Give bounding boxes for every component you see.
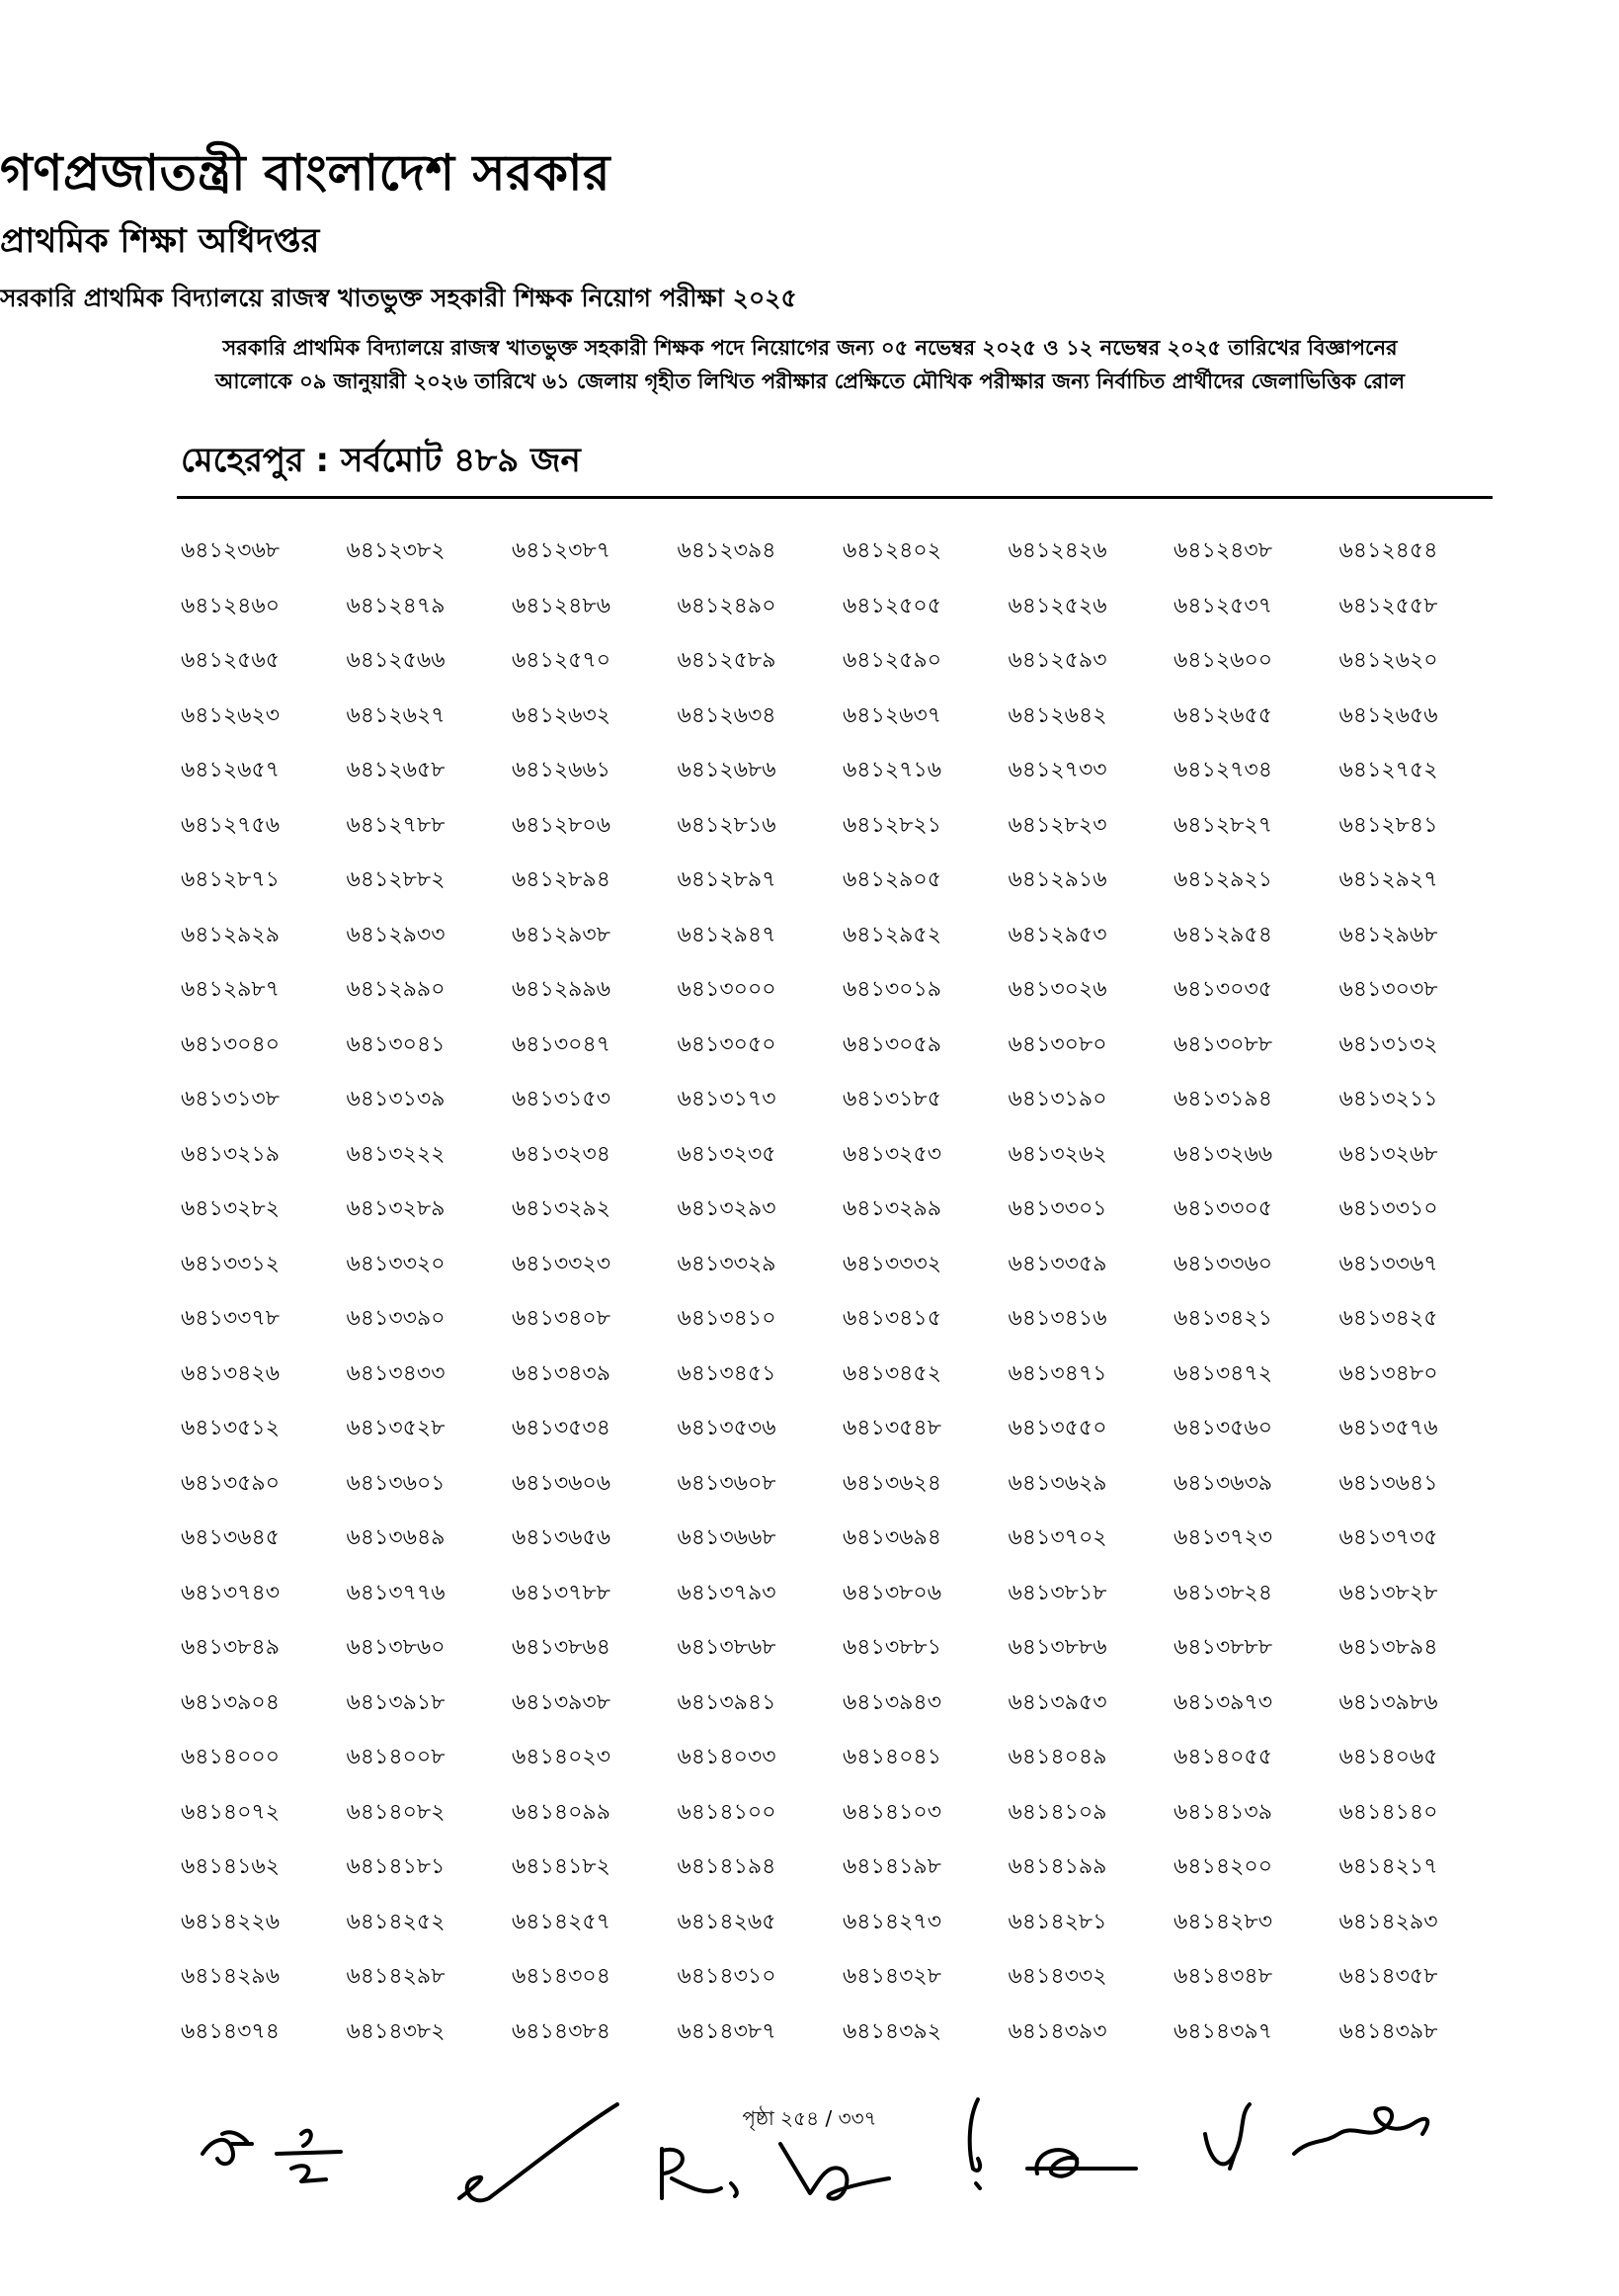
roll-number: ৬৪১৩০৫৯ <box>843 1031 942 1057</box>
roll-number: ৬৪১৪০৯৯ <box>512 1799 610 1825</box>
roll-number: ৬৪১২৫৫৮ <box>1338 593 1438 618</box>
roll-number: ৬৪১২৯৩৩ <box>346 922 445 947</box>
divider <box>177 496 1493 499</box>
roll-number: ৬৪১৩৮১৮ <box>1008 1580 1107 1605</box>
roll-number: ৬৪১৩৪১০ <box>677 1306 776 1331</box>
roll-number: ৬৪১২৮৪১ <box>1338 812 1438 838</box>
roll-number: ৬৪১৪০০০ <box>181 1745 281 1769</box>
roll-number: ৬৪১৩১৫৩ <box>512 1087 611 1111</box>
roll-number: ৬৪১২৮৯৪ <box>512 867 610 892</box>
roll-number: ৬৪১৪৩৯২ <box>843 2018 942 2044</box>
roll-number: ৬৪১৩৬০৬ <box>512 1470 611 1496</box>
roll-number: ৬৪১৩১৯০ <box>1008 1087 1107 1111</box>
roll-number: ৬৪১৩৪৫২ <box>843 1360 942 1386</box>
roll-number: ৬৪১২৩৬৮ <box>181 538 281 563</box>
roll-number: ৬৪১৩২৯৯ <box>843 1196 942 1221</box>
roll-number: ৬৪১৪২৮৩ <box>1174 1909 1273 1934</box>
roll-number: ৬৪১৪২৫৭ <box>512 1909 611 1934</box>
notice-line-1: সরকারি প্রাথমিক বিদ্যালয়ে রাজস্ব খাতভুক্ত সহকারী শিক্ষক পদে নিয়োগের জন্য ০৫ নভেম্বর ২০২৫ ও ১২ নভেম্বর ২০২৫ তারিখের বিজ্ঞাপনের <box>222 336 1398 360</box>
roll-number: ৬৪১৪০৫৫ <box>1174 1745 1272 1769</box>
roll-number: ৬৪১৩৩২৩ <box>512 1251 611 1276</box>
roll-number: ৬৪১৩৩৯০ <box>346 1306 445 1331</box>
roll-number: ৬৪১৩৬৫৬ <box>512 1525 611 1550</box>
roll-number: ৬৪১৩৯৪১ <box>677 1689 776 1715</box>
roll-number: ৬৪১৪১৯৮ <box>843 1854 941 1879</box>
roll-number: ৬৪১৩০৪০ <box>181 1031 281 1057</box>
roll-number: ৬৪১৪৩০৪ <box>512 1964 611 1989</box>
signature-3 <box>652 2139 761 2213</box>
roll-number: ৬৪১২৫৭০ <box>512 648 611 673</box>
roll-number: ৬৪১৪৩৪৮ <box>1174 1964 1272 1989</box>
roll-number: ৬৪১৩৬২৪ <box>843 1470 942 1496</box>
roll-number: ৬৪১৩০১৯ <box>843 977 942 1002</box>
roll-number: ৬৪১৩২২২ <box>346 1141 445 1167</box>
roll-number: ৬৪১২৮৭১ <box>181 867 281 892</box>
roll-number: ৬৪১৩৯৭৩ <box>1174 1689 1273 1715</box>
roll-number: ৬৪১৪২৮১ <box>1008 1909 1107 1934</box>
roll-number: ৬৪১৩৮২৮ <box>1338 1580 1438 1605</box>
roll-number: ৬৪১৩২৩৫ <box>677 1141 776 1167</box>
roll-number: ৬৪১২৫৯০ <box>843 648 942 673</box>
roll-number: ৬৪১৪১০৯ <box>1008 1799 1107 1825</box>
roll-number: ৬৪১৩৫৫০ <box>1008 1416 1107 1440</box>
roll-number: ৬৪১৩৫২৮ <box>346 1416 445 1440</box>
roll-number: ৬৪১২৭৫৬ <box>181 812 281 838</box>
roll-number: ৬৪১৩৯৫৩ <box>1008 1689 1107 1715</box>
roll-number: ৬৪১৩৩২৯ <box>677 1251 776 1276</box>
roll-number: ৬৪১২৬২৭ <box>346 702 445 728</box>
roll-number: ৬৪১২৯৬৮ <box>1338 922 1438 947</box>
roll-number: ৬৪১৩২৬৬ <box>1174 1141 1273 1167</box>
roll-number: ৬৪১৪০২৩ <box>512 1745 611 1769</box>
roll-number: ৬৪১৩১৩৮ <box>181 1087 281 1111</box>
roll-number: ৬৪১৩৬০৮ <box>677 1470 776 1496</box>
roll-number: ৬৪১৩৫৭৬ <box>1338 1416 1438 1440</box>
roll-number: ৬৪১৩৫৬০ <box>1174 1416 1273 1440</box>
roll-number: ৬৪১৩৫৩৬ <box>677 1416 776 1440</box>
roll-number: ৬৪১৩৮৪৯ <box>181 1635 280 1660</box>
roll-number: ৬৪১২৬৮৬ <box>677 758 776 782</box>
signature-5 <box>948 2090 1008 2198</box>
roll-number: ৬৪১৩৫৯০ <box>181 1470 281 1496</box>
page-number: পৃষ্ঠা ২৫৪ / ৩৩৭ <box>742 2106 877 2130</box>
roll-number: ৬৪১৩৩১০ <box>1338 1196 1438 1221</box>
roll-number: ৬৪১৩০৪৭ <box>512 1031 611 1057</box>
roll-number: ৬৪১৩৩৭৮ <box>181 1306 281 1331</box>
roll-number: ৬৪১৪০৩৩ <box>677 1745 776 1769</box>
roll-number: ৬৪১২৩৮৭ <box>512 538 611 563</box>
roll-number: ৬৪১২৭৩৩ <box>1008 758 1107 782</box>
roll-number: ৬৪১২৯৫২ <box>843 922 942 947</box>
roll-number: ৬৪১২৬৫৫ <box>1174 702 1273 728</box>
signature-1 <box>193 2114 390 2193</box>
roll-number: ৬৪১৩০৮৮ <box>1174 1031 1273 1057</box>
roll-number: ৬৪১৩৪৩৩ <box>346 1360 445 1386</box>
roll-number: ৬৪১৩৪৩৯ <box>512 1360 611 1386</box>
roll-number: ৬৪১২৯৩৮ <box>512 922 611 947</box>
roll-number: ৬৪১৩৪৫১ <box>677 1360 776 1386</box>
roll-number: ৬৪১২৮৯৭ <box>677 867 776 892</box>
exam-title: সরকারি প্রাথমিক বিদ্যালয়ে রাজস্ব খাতভুক্ত সহকারী শিক্ষক নিয়োগ পরীক্ষা ২০২৫ <box>0 284 797 312</box>
roll-number: ৬৪১৩৭৪৩ <box>181 1580 281 1605</box>
roll-number: ৬৪১২৪৬০ <box>181 593 281 618</box>
roll-number: ৬৪১৪০০৮ <box>346 1745 445 1769</box>
roll-number: ৬৪১৪৩৯৮ <box>1338 2018 1438 2044</box>
roll-number: ৬৪১২৯২৭ <box>1338 867 1438 892</box>
roll-number: ৬৪১৩৩১২ <box>181 1251 281 1276</box>
roll-number: ৬৪১২৪৫৪ <box>1338 538 1438 563</box>
department-title: প্রাথমিক শিক্ষা অধিদপ্তর <box>0 221 320 261</box>
roll-number: ৬৪১২৪৭৯ <box>346 593 445 618</box>
roll-number: ৬৪১৪৩৯৭ <box>1174 2018 1273 2044</box>
roll-number: ৬৪১৩৮০৬ <box>843 1580 942 1605</box>
signature-2 <box>449 2090 647 2218</box>
roll-number: ৬৪১২৬৫৬ <box>1338 702 1438 728</box>
roll-number: ৬৪১৩২১৯ <box>181 1141 281 1167</box>
roll-number: ৬৪১৩৯৩৮ <box>512 1689 611 1715</box>
roll-number: ৬৪১৩৬৬৮ <box>677 1525 776 1550</box>
roll-number: ৬৪১৩৪১৬ <box>1008 1306 1107 1331</box>
roll-number: ৬৪১৩৬৪১ <box>1338 1470 1438 1496</box>
roll-number: ৬৪১৪৩৮৪ <box>512 2018 610 2044</box>
roll-number: ৬৪১৩৪২১ <box>1174 1306 1273 1331</box>
roll-number: ৬৪১৩৭০২ <box>1008 1525 1107 1550</box>
roll-number: ৬৪১৪১০৩ <box>843 1799 942 1825</box>
roll-number: ৬৪১৩৮৬৪ <box>512 1635 611 1660</box>
roll-number: ৬৪১২৩৮২ <box>346 538 445 563</box>
roll-number: ৬৪১২৩৯৪ <box>677 538 776 563</box>
roll-number: ৬৪১৪২৯৩ <box>1338 1909 1438 1934</box>
roll-number: ৬৪১২৬২৩ <box>181 702 281 728</box>
roll-number: ৬৪১২৯০৫ <box>843 867 942 892</box>
roll-number: ৬৪১৩৩০১ <box>1008 1196 1107 1221</box>
roll-number: ৬৪১৩১৭৩ <box>677 1087 776 1111</box>
roll-number: ৬৪১২৫৩৭ <box>1174 593 1273 618</box>
roll-number: ৬৪১৪১৯৯ <box>1008 1854 1107 1879</box>
roll-number: ৬৪১২৮১৬ <box>677 812 776 838</box>
roll-number: ৬৪১৩৩২০ <box>346 1251 445 1276</box>
roll-number: ৬৪১৩০৮০ <box>1008 1031 1107 1057</box>
roll-number: ৬৪১৪১৮২ <box>512 1854 610 1879</box>
roll-number: ৬৪১৩৬০১ <box>346 1470 445 1496</box>
roll-number: ৬৪১৪২২৬ <box>181 1909 281 1934</box>
signature-7 <box>1195 2094 1264 2183</box>
roll-number: ৬৪১৩৫৪৮ <box>843 1416 941 1440</box>
roll-number: ৬৪১২৫০৫ <box>843 593 942 618</box>
roll-number: ৬৪১৪১৩৯ <box>1174 1799 1272 1825</box>
roll-number: ৬৪১৪৩৮২ <box>346 2018 445 2044</box>
roll-number: ৬৪১৩২৯৩ <box>677 1196 776 1221</box>
roll-number: ৬৪১৪১৪০ <box>1338 1799 1438 1825</box>
roll-number: ৬৪১২৫৬৬ <box>346 648 445 673</box>
roll-number: ৬৪১৪০৪১ <box>843 1745 941 1769</box>
roll-number: ৬৪১৩৮৮১ <box>843 1635 941 1660</box>
roll-number: ৬৪১৪১৮১ <box>346 1854 445 1879</box>
roll-number: ৬৪১৩৮৬৮ <box>677 1635 776 1660</box>
roll-number: ৬৪১৪৩৩২ <box>1008 1964 1107 1989</box>
roll-number: ৬৪১২৬৪২ <box>1008 702 1107 728</box>
roll-number: ৬৪১৩৭৭৬ <box>346 1580 445 1605</box>
roll-number: ৬৪১৪০৬৫ <box>1338 1745 1438 1769</box>
roll-number: ৬৪১২৫৮৯ <box>677 648 776 673</box>
roll-number: ৬৪১৪২৬৫ <box>677 1909 776 1934</box>
roll-number: ৬৪১২৭১৬ <box>843 758 942 782</box>
roll-number: ৬৪১৩৮২৪ <box>1174 1580 1273 1605</box>
roll-number: ৬৪১৩২৬২ <box>1008 1141 1107 1167</box>
roll-number: ৬৪১২৯৫৪ <box>1174 922 1272 947</box>
roll-number: ৬৪১৪০৪৯ <box>1008 1745 1107 1769</box>
roll-number: ৬৪১৩২৯২ <box>512 1196 611 1221</box>
roll-number: ৬৪১২৬২০ <box>1338 648 1438 673</box>
roll-number: ৬৪১৩৪২৬ <box>181 1360 281 1386</box>
roll-number: ৬৪১৪৩২৮ <box>843 1964 942 1989</box>
roll-number: ৬৪১৩৯৮৬ <box>1338 1689 1438 1715</box>
roll-number: ৬৪১৩৬৪৯ <box>346 1525 445 1550</box>
signature-8 <box>1284 2094 1442 2173</box>
roll-number: ৬৪১৩৩৬০ <box>1174 1251 1273 1276</box>
roll-number: ৬৪১২৯৯৬ <box>512 977 611 1002</box>
roll-number: ৬৪১২৮৮২ <box>346 867 445 892</box>
roll-number: ৬৪১২৮২৩ <box>1008 812 1107 838</box>
roll-number: ৬৪১৩৮৯৪ <box>1338 1635 1438 1660</box>
roll-number: ৬৪১২৬০০ <box>1174 648 1273 673</box>
roll-number: ৬৪১৪৩১০ <box>677 1964 776 1989</box>
roll-number: ৬৪১৪০৭২ <box>181 1799 281 1825</box>
roll-number: ৬৪১২৯৫৩ <box>1008 922 1107 947</box>
roll-number-grid <box>181 530 1504 2065</box>
roll-number: ৬৪১২৮২১ <box>843 812 942 838</box>
roll-number: ৬৪১৩৬৯৪ <box>843 1525 942 1550</box>
government-title: গণপ্রজাতন্ত্রী বাংলাদেশ সরকার <box>0 144 610 202</box>
roll-number: ৬৪১৪২৭৩ <box>843 1909 942 1934</box>
roll-number: ৬৪১২৯২১ <box>1174 867 1273 892</box>
signature-6 <box>1017 2124 1146 2193</box>
roll-number: ৬৪১২৭৮৮ <box>346 812 445 838</box>
roll-number: ৬৪১২৬৩৪ <box>677 702 776 728</box>
roll-number: ৬৪১২৬৫৭ <box>181 758 281 782</box>
roll-number: ৬৪১২৬৩৭ <box>843 702 942 728</box>
roll-number: ৬৪১৪১৯৪ <box>677 1854 776 1879</box>
signature-4 <box>770 2124 899 2213</box>
roll-number: ৬৪১৪১০০ <box>677 1799 776 1825</box>
roll-number: ৬৪১২৪৮৬ <box>512 593 611 618</box>
roll-number: ৬৪১৩৫৩৪ <box>512 1416 611 1440</box>
roll-number: ৬৪১৩৪২৫ <box>1338 1306 1438 1331</box>
roll-number: ৬৪১৩৭৮৮ <box>512 1580 611 1605</box>
roll-number: ৬৪১২৬৫৮ <box>346 758 445 782</box>
roll-number: ৬৪১৩৯০৪ <box>181 1689 281 1715</box>
roll-number: ৬৪১৩২৩৪ <box>512 1141 611 1167</box>
roll-number: ৬৪১২৬৩২ <box>512 702 611 728</box>
roll-number: ৬৪১৩০৩৮ <box>1338 977 1438 1002</box>
roll-number: ৬৪১৪২১৭ <box>1338 1854 1438 1879</box>
roll-number: ৬৪১৩৪৭২ <box>1174 1360 1273 1386</box>
roll-number: ৬৪১৩৩৫৯ <box>1008 1251 1107 1276</box>
roll-number: ৬৪১৩২৫৩ <box>843 1141 942 1167</box>
roll-number: ৬৪১৩৪১৫ <box>843 1306 941 1331</box>
roll-number: ৬৪১৩২৮৯ <box>346 1196 445 1221</box>
roll-number: ৬৪১২৫৯৩ <box>1008 648 1107 673</box>
roll-number: ৬৪১৪১৬২ <box>181 1854 281 1879</box>
roll-number: ৬৪১২৪২৬ <box>1008 538 1107 563</box>
roll-number: ৬৪১২৫৬৫ <box>181 648 281 673</box>
district-heading: মেহেরপুর : সর্বমোট ৪৮৯ জন <box>181 441 581 480</box>
roll-number: ৬৪১৩৩৬৭ <box>1338 1251 1438 1276</box>
roll-number: ৬৪১৩৭৩৫ <box>1338 1525 1438 1550</box>
roll-number: ৬৪১৩৪০৮ <box>512 1306 611 1331</box>
roll-number: ৬৪১২৪৯০ <box>677 593 776 618</box>
roll-number: ৬৪১২৪০২ <box>843 538 942 563</box>
roll-number: ৬৪১৩৬৩৯ <box>1174 1470 1273 1496</box>
roll-number: ৬৪১৪৩৯৩ <box>1008 2018 1107 2044</box>
roll-number: ৬৪১৩০২৬ <box>1008 977 1107 1002</box>
roll-number: ৬৪১৩০৩৫ <box>1174 977 1273 1002</box>
roll-number: ৬৪১৪৩৮৭ <box>677 2018 776 2044</box>
roll-number: ৬৪১৩৮৮৬ <box>1008 1635 1107 1660</box>
roll-number: ৬৪১৪০৮২ <box>346 1799 445 1825</box>
roll-number: ৬৪১২৪৩৮ <box>1174 538 1273 563</box>
roll-number: ৬৪১৩০৪১ <box>346 1031 445 1057</box>
roll-number: ৬৪১২৭৫২ <box>1338 758 1438 782</box>
roll-number: ৬৪১৩৫১২ <box>181 1416 281 1440</box>
roll-number: ৬৪১৩২১১ <box>1338 1087 1438 1111</box>
roll-number: ৬৪১৪২০০ <box>1174 1854 1273 1879</box>
roll-number: ৬৪১২৯১৬ <box>1008 867 1107 892</box>
roll-number: ৬৪১৩৩৩২ <box>843 1251 942 1276</box>
roll-number: ৬৪১৩১৯৪ <box>1174 1087 1272 1111</box>
roll-number: ৬৪১৩২৮২ <box>181 1196 281 1221</box>
roll-number: ৬৪১৪৩৭৪ <box>181 2018 281 2044</box>
notice-line-2: আলোকে ০৯ জানুয়ারী ২০২৬ তারিখে ৬১ জেলায় গৃহীত লিখিত পরীক্ষার প্রেক্ষিতে মৌখিক পরীক্ষার জন্য নির্বাচিত প্রার্থীদের জেলাভিত্তিক রোল <box>214 369 1405 393</box>
roll-number: ৬৪১৩৮৮৮ <box>1174 1635 1272 1660</box>
roll-number: ৬৪১২৭৩৪ <box>1174 758 1273 782</box>
roll-number: ৬৪১৪২৫২ <box>346 1909 445 1934</box>
roll-number: ৬৪১৪২৯৮ <box>346 1964 445 1989</box>
roll-number: ৬৪১৩৬৪৫ <box>181 1525 281 1550</box>
roll-number: ৬৪১২৯৪৭ <box>677 922 776 947</box>
roll-number: ৬৪১৩৮৬০ <box>346 1635 445 1660</box>
roll-number: ৬৪১৩৭২৩ <box>1174 1525 1273 1550</box>
roll-number: ৬৪১৩০৫০ <box>677 1031 776 1057</box>
roll-number: ৬৪১৩৪৭১ <box>1008 1360 1107 1386</box>
roll-number: ৬৪১৩৭৯৩ <box>677 1580 776 1605</box>
roll-number: ৬৪১২৮০৬ <box>512 812 611 838</box>
roll-number: ৬৪১৪৩৫৮ <box>1338 1964 1438 1989</box>
roll-number: ৬৪১৩৯৪৩ <box>843 1689 942 1715</box>
roll-number: ৬৪১৩৬২৯ <box>1008 1470 1107 1496</box>
roll-number: ৬৪১৩৯১৮ <box>346 1689 445 1715</box>
roll-number: ৬৪১৩১৮৫ <box>843 1087 941 1111</box>
roll-number: ৬৪১৩১৩৯ <box>346 1087 445 1111</box>
roll-number: ৬৪১২৬৬১ <box>512 758 611 782</box>
roll-number: ৬৪১৩২৬৮ <box>1338 1141 1438 1167</box>
roll-number: ৬৪১৩৩০৫ <box>1174 1196 1273 1221</box>
roll-number: ৬৪১২৯৮৭ <box>181 977 281 1002</box>
roll-number: ৬৪১২৯২৯ <box>181 922 281 947</box>
roll-number: ৬৪১৪২৯৬ <box>181 1964 281 1989</box>
roll-number: ৬৪১২৮২৭ <box>1174 812 1273 838</box>
roll-number: ৬৪১৩১৩২ <box>1338 1031 1438 1057</box>
roll-number: ৬৪১২৫২৬ <box>1008 593 1107 618</box>
roll-number: ৬৪১৩০০০ <box>677 977 776 1002</box>
roll-number: ৬৪১২৯৯০ <box>346 977 445 1002</box>
roll-number: ৬৪১৩৪৮০ <box>1338 1360 1438 1386</box>
